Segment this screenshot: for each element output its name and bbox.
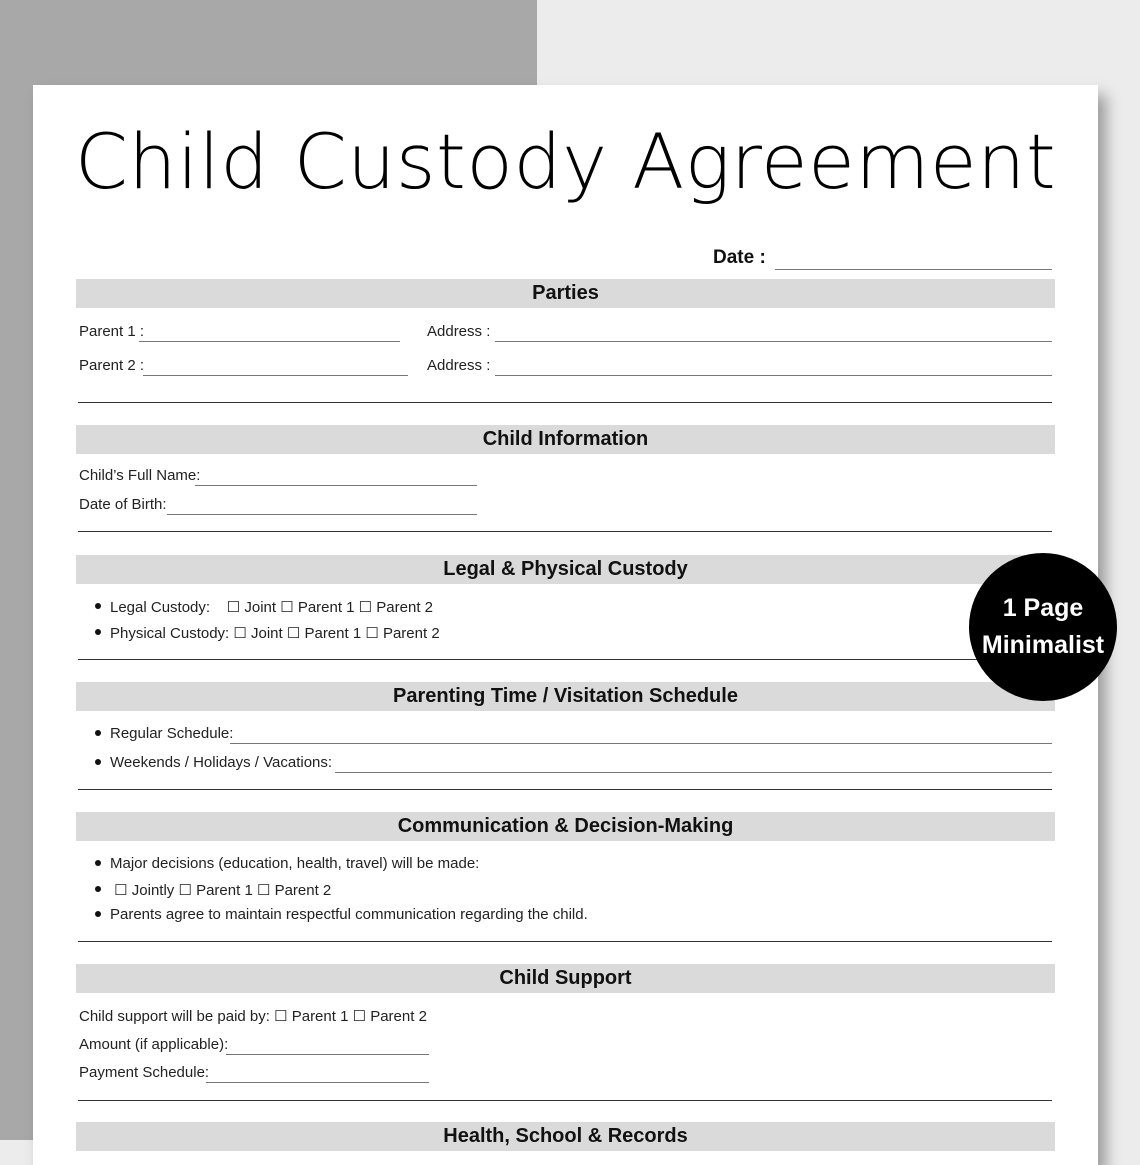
decision-options[interactable]: ☐ Jointly ☐ Parent 1 ☐ Parent 2 bbox=[110, 882, 332, 899]
physical-custody-options[interactable]: Physical Custody: ☐ Joint ☐ Parent 1 ☐ Parent 2 bbox=[110, 625, 440, 642]
date-label: Date : bbox=[713, 247, 766, 268]
dob-line[interactable] bbox=[167, 514, 477, 515]
divider bbox=[78, 1100, 1052, 1101]
section-schedule-heading: Parenting Time / Visitation Schedule bbox=[76, 682, 1055, 711]
section-child-info-heading: Child Information bbox=[76, 425, 1055, 454]
communication-item: Major decisions (education, health, travel) will be made: bbox=[110, 855, 480, 872]
amount-label: Amount (if applicable): bbox=[79, 1036, 229, 1053]
divider bbox=[78, 941, 1052, 942]
address1-line[interactable] bbox=[495, 341, 1052, 342]
parent1-line[interactable] bbox=[139, 341, 400, 342]
amount-line[interactable] bbox=[226, 1054, 429, 1055]
payment-schedule-label: Payment Schedule: bbox=[79, 1064, 210, 1081]
parent2-line[interactable] bbox=[143, 375, 408, 376]
section-support-heading: Child Support bbox=[76, 964, 1055, 993]
address2-label: Address : bbox=[427, 357, 491, 374]
dob-label: Date of Birth: bbox=[79, 496, 167, 513]
payment-schedule-line[interactable] bbox=[206, 1082, 429, 1083]
badge-line: Minimalist bbox=[981, 631, 1105, 659]
regular-schedule-label: Regular Schedule: bbox=[110, 725, 234, 742]
weekends-line[interactable] bbox=[335, 772, 1052, 773]
child-name-label: Child’s Full Name: bbox=[79, 467, 201, 484]
parent1-label: Parent 1 : bbox=[79, 323, 145, 340]
section-parties-heading: Parties bbox=[76, 279, 1055, 308]
bullet-icon bbox=[95, 759, 101, 765]
child-name-line[interactable] bbox=[195, 485, 477, 486]
section-custody-heading: Legal & Physical Custody bbox=[76, 555, 1055, 584]
section-communication-heading: Communication & Decision-Making bbox=[76, 812, 1055, 841]
document-page bbox=[33, 85, 1098, 1165]
regular-schedule-line[interactable] bbox=[230, 743, 1052, 744]
address1-label: Address : bbox=[427, 323, 491, 340]
weekends-label: Weekends / Holidays / Vacations: bbox=[110, 754, 333, 771]
bullet-icon bbox=[95, 603, 101, 609]
date-line[interactable] bbox=[775, 269, 1052, 270]
divider bbox=[78, 531, 1052, 532]
promo-badge bbox=[969, 553, 1117, 701]
communication-item: Parents agree to maintain respectful communication regarding the child. bbox=[110, 906, 588, 923]
section-health-heading: Health, School & Records bbox=[76, 1122, 1055, 1151]
date-field bbox=[713, 245, 1053, 271]
divider bbox=[78, 789, 1052, 790]
bullet-icon bbox=[95, 730, 101, 736]
parent2-label: Parent 2 : bbox=[79, 357, 145, 374]
divider bbox=[78, 402, 1052, 403]
divider bbox=[78, 659, 1052, 660]
legal-custody-options[interactable]: Legal Custody: ☐ Joint ☐ Parent 1 ☐ Parent 2 bbox=[110, 599, 434, 616]
support-paid-by-options[interactable]: Child support will be paid by: ☐ Parent 1 ☐ Parent 2 bbox=[79, 1008, 427, 1025]
bullet-icon bbox=[95, 911, 101, 917]
bullet-icon bbox=[95, 886, 101, 892]
document-title: Child Custody Agreement bbox=[74, 117, 1057, 206]
bullet-icon bbox=[95, 860, 101, 866]
badge-line: 1 Page bbox=[1002, 594, 1084, 622]
bullet-icon bbox=[95, 629, 101, 635]
address2-line[interactable] bbox=[495, 375, 1052, 376]
